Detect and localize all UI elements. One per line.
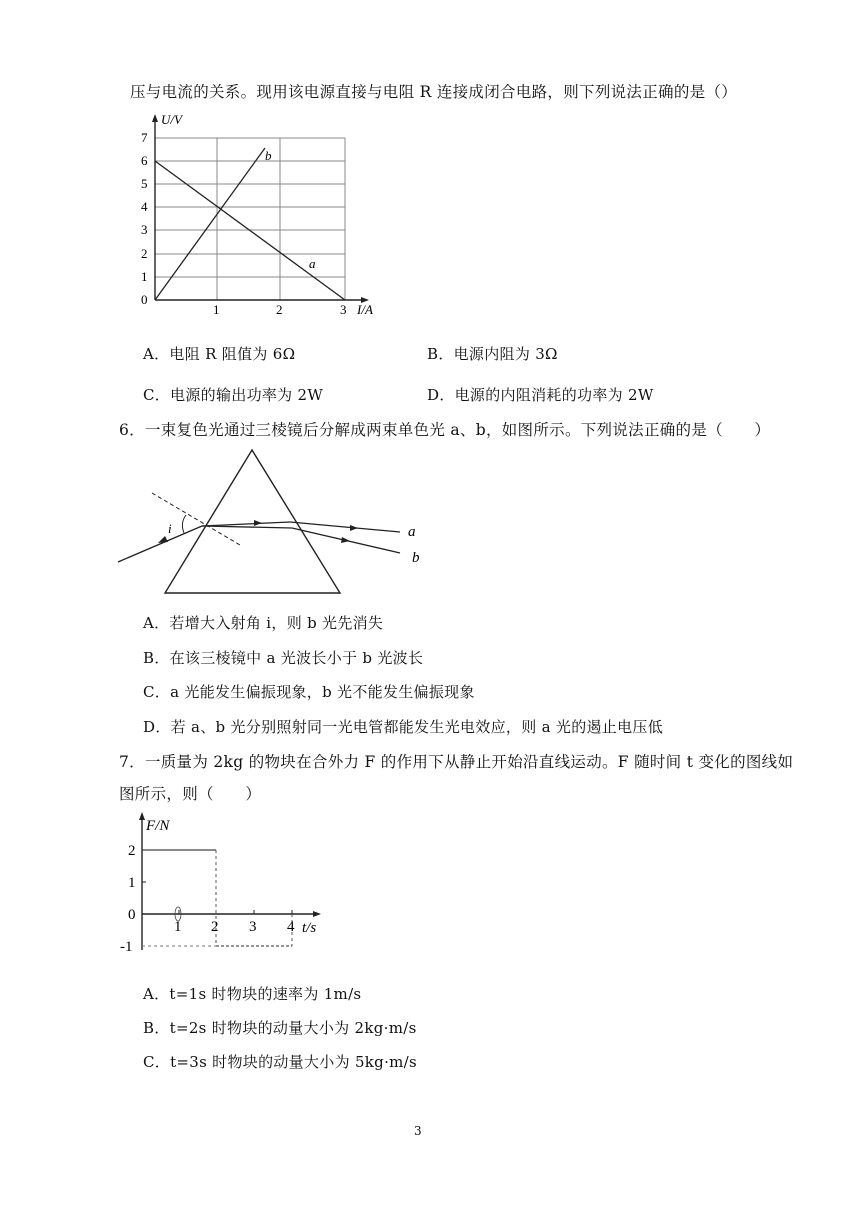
- xtick-3: 3: [340, 302, 347, 317]
- q7-option-c[interactable]: C．t=3s 时物块的动量大小为 5kg·m/s: [143, 1053, 418, 1071]
- xtick-1: 1: [213, 302, 220, 317]
- q7-option-a[interactable]: A．t=1s 时物块的速率为 1m/s: [143, 985, 362, 1003]
- ytick-0: 0: [141, 292, 148, 307]
- ytick-5: 5: [141, 176, 148, 191]
- q7-stem-line2: 图所示，则（ ）: [119, 785, 262, 803]
- xlabel: I/A: [357, 302, 373, 317]
- line-b-label: b: [265, 148, 272, 163]
- ytick-0: 0: [128, 907, 136, 923]
- q5-option-c[interactable]: C．电源的输出功率为 2W: [143, 386, 324, 404]
- q6-option-d[interactable]: D．若 a、b 光分别照射同一光电管都能发生光电效应，则 a 光的遏止电压低: [143, 718, 663, 736]
- page-number: 3: [414, 1124, 422, 1138]
- angle-label: i: [168, 521, 172, 536]
- ytick-4: 4: [141, 199, 148, 214]
- ytick-1: 1: [141, 269, 148, 284]
- ytick-6: 6: [141, 153, 148, 168]
- xtick-2: 2: [276, 302, 283, 317]
- xlabel: t/s: [302, 920, 317, 936]
- ytick-2: 2: [128, 843, 136, 859]
- xtick-2: 2: [211, 919, 219, 935]
- q6-prism-figure: [110, 445, 450, 600]
- q6-option-c[interactable]: C．a 光能发生偏振现象，b 光不能发生偏振现象: [143, 683, 475, 701]
- q5-option-b[interactable]: B．电源内阻为 3Ω: [427, 345, 558, 363]
- ytick-3: 3: [141, 222, 148, 237]
- q6-option-b[interactable]: B．在该三棱镜中 a 光波长小于 b 光波长: [143, 649, 424, 667]
- ytick-1: 1: [128, 875, 136, 891]
- angle-arc: [182, 515, 186, 533]
- ray-a-label: a: [408, 524, 416, 540]
- ray-a: [290, 522, 400, 532]
- q5-ui-graph: [125, 108, 395, 323]
- xtick-4: 4: [287, 919, 295, 935]
- ytick-2: 2: [141, 246, 148, 261]
- q7-option-b[interactable]: B．t=2s 时物块的动量大小为 2kg·m/s: [143, 1019, 417, 1037]
- prism: [165, 450, 340, 593]
- line-a-label: a: [309, 256, 316, 271]
- incident-ray: [118, 526, 202, 562]
- ylabel: F/N: [146, 818, 170, 834]
- xtick-3: 3: [249, 919, 257, 935]
- xtick-1: 1: [174, 919, 182, 935]
- q5-option-d[interactable]: D．电源的内阻消耗的功率为 2W: [427, 386, 654, 404]
- q6-option-a[interactable]: A．若增大入射角 i，则 b 光先消失: [143, 614, 384, 632]
- q5-stem: 压与电流的关系。现用该电源直接与电阻 R 连接成闭合电路，则下列说法正确的是（）: [130, 83, 738, 101]
- ylabel: U/V: [161, 112, 182, 127]
- q5-option-a[interactable]: A．电阻 R 阻值为 6Ω: [143, 345, 296, 363]
- ytick-neg1: -1: [120, 939, 133, 955]
- q6-stem: 6．一束复色光通过三棱镜后分解成两束单色光 a、b，如图所示。下列说法正确的是（ ）: [119, 421, 771, 439]
- q7-ft-graph: [112, 810, 342, 960]
- ray-b-label: b: [412, 550, 420, 566]
- ytick-7: 7: [141, 130, 148, 145]
- q7-stem-line1: 7．一质量为 2kg 的物块在合外力 F 的作用下从静止开始沿直线运动。F 随时间 t 变化的图线如: [119, 753, 794, 771]
